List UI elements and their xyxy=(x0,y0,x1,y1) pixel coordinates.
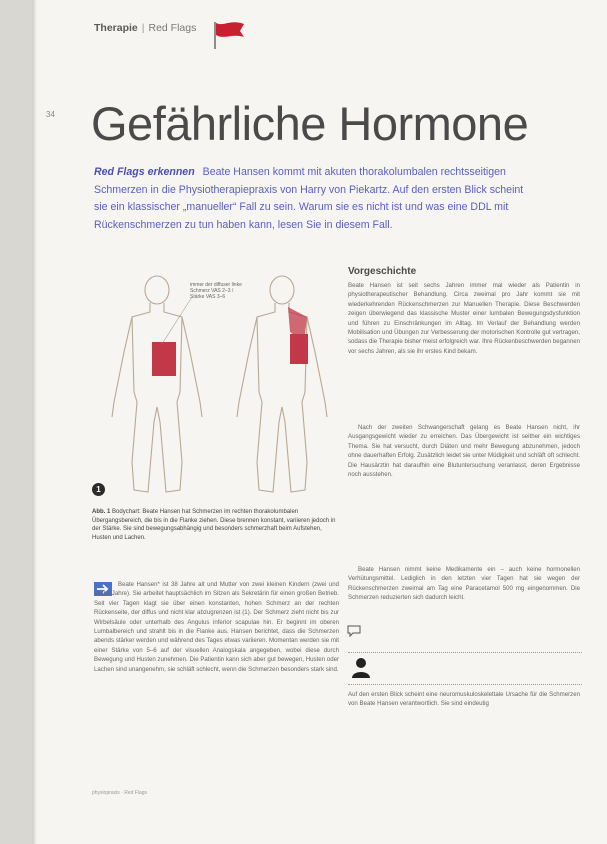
header-section: Therapie xyxy=(94,22,138,34)
body-text-left: Beate Hansen* ist 38 Jahre alt und Mutter von zwei kleinen Kindern (zwei und sechs Jahre). Sie arbeitet hauptsächlich im Sitzen als Sekretärin für einen großen Betrieb. Seit vier Tagen klagt sie über einen konstanten, hohen Schmerz an der rechten Rückenseite, der diffus und nicht klar abzugrenzen ist (1). Der Schmerz zieht nicht bis zur Wirbelsäule oder unterhalb des Angulus inferior scapulae hin. Er beginnt im oberen Lumbalbereich und strahlt bis in die Flanke aus. Hansen berichtet, dass die Schmerzen abends stärker werden und während des Tages etwas variieren. Momentan werden sie mit einer Stärke von 5–6 auf der visuellen Analogskala angegeben, wobei diese durch Bewegung und Husten zunehmen. Die Patientin kann sich aber gut bewegen, Husten oder Lachen sind unangenehm, sie schläft schlecht, wenn die Schmerzen besonders stark sind. xyxy=(94,581,339,673)
red-flag-icon xyxy=(212,20,246,50)
figure-caption xyxy=(92,508,337,542)
speech-bubble-icon xyxy=(347,625,361,637)
page-footer: physiopraxis · Red Flags xyxy=(92,790,148,796)
pain-area-front xyxy=(152,342,176,376)
pain-area-back xyxy=(290,334,308,364)
article-title: Gefährliche Hormone xyxy=(91,97,529,150)
page-number: 34 xyxy=(46,110,55,119)
caption-text: Bodychart: Beate Hansen hat Schmerzen im rechten thorakolumbalen Übergangsbereich, die bis in die Flanke ziehen. Diese brennen konstant, variieren jedoch in der Stärke. Sie sind bewegungsabhängig und besonders schmerzhaft beim Aufstehen, Husten und Lachen. xyxy=(92,509,336,541)
section-header xyxy=(94,22,196,34)
body-text-right-p1: Beate Hansen ist seit sechs Jahren immer mal wieder als Patientin in physiotherapeutischer Behandlung. Circa zweimal pro Jahr kommt sie mit wiederkehrenden Rückenschmerzen zur Manuellen Therapie. Diese Beschwerden zeigen überwiegend das klassische Muster einer lumbalen Bewegungsdysfunktion und führen zu Einschränkungen im Alltag. Im Verlauf der Behandlung werden Mobilisation und Übungen zur Verbesserung der motorischen Kontrolle gut vertragen, sodass die Therapie bisher meist erfolgreich war. Ihre Rückenbeschwerden begannen vor sechs Jahren, als sie ihr erstes Kind bekam. xyxy=(348,282,580,355)
body-text-right-p4: Auf den ersten Blick scheint eine neuromuskuloskelettale Ursache für die Schmerzen von Beate Hansen verantwortlich. Sie sind eindeutig xyxy=(348,691,580,708)
back-body-outline xyxy=(237,276,327,492)
lead-text: Beate Hansen kommt mit akuten thorakolumbalen rechtsseitigen Schmerzen in die Physiotherapiepraxis von Harry von Piekartz. Auf den ersten Blick scheint sie ein klassischer „manueller“ Fall zu sein. Warum sie es nicht ist und was eine DDL mit Rückenschmerzen zu tun haben kann, lesen Sie in diesem Fall. xyxy=(94,166,524,231)
lead-paragraph xyxy=(94,164,534,234)
body-text-right-p2: Nach der zweiten Schwangerschaft gelang es Beate Hansen nicht, ihr Ausgangsgewicht wieder zu erreichen. Das Übergewicht ist seither ein wichtiges Thema. Sie hat versucht, durch Diäten und mehr Bewegung abzunehmen, jedoch ohne dauerhaften Erfolg. Zusätzlich leidet sie unter Müdigkeit und schläft oft schlecht. Die Hausärztin hat daraufhin eine Blutuntersuchung veranlasst, deren Ergebnisse noch ausstehen. xyxy=(348,424,580,479)
figure-callout: immer der diffuser linke Schmerz VAS 2–3 / Stärke VAS 3–6 xyxy=(190,282,242,300)
caption-label: Abb. 1 xyxy=(92,509,111,515)
figure-number-badge: 1 xyxy=(92,483,105,496)
body-text-right-p3: Beate Hansen nimmt keine Medikamente ein – auch keine hormonellen Verhütungsmittel. Lediglich in den letzten vier Tagen hat sie wegen der Rückenschmerzen zweimal am Tag eine Paracetamol 500 mg eingenommen. Die Schmerzen reduzierten sich dadurch leicht. xyxy=(348,566,580,602)
header-separator: | xyxy=(141,22,145,34)
divider xyxy=(348,652,582,653)
lead-keyword: Red Flags erkennen xyxy=(94,166,195,178)
header-subsection: Red Flags xyxy=(148,22,197,34)
front-body-outline xyxy=(112,276,202,492)
divider xyxy=(348,684,582,685)
person-icon xyxy=(350,656,372,678)
section-heading-vorgeschichte: Vorgeschichte xyxy=(348,266,417,277)
page-fold xyxy=(32,0,37,844)
